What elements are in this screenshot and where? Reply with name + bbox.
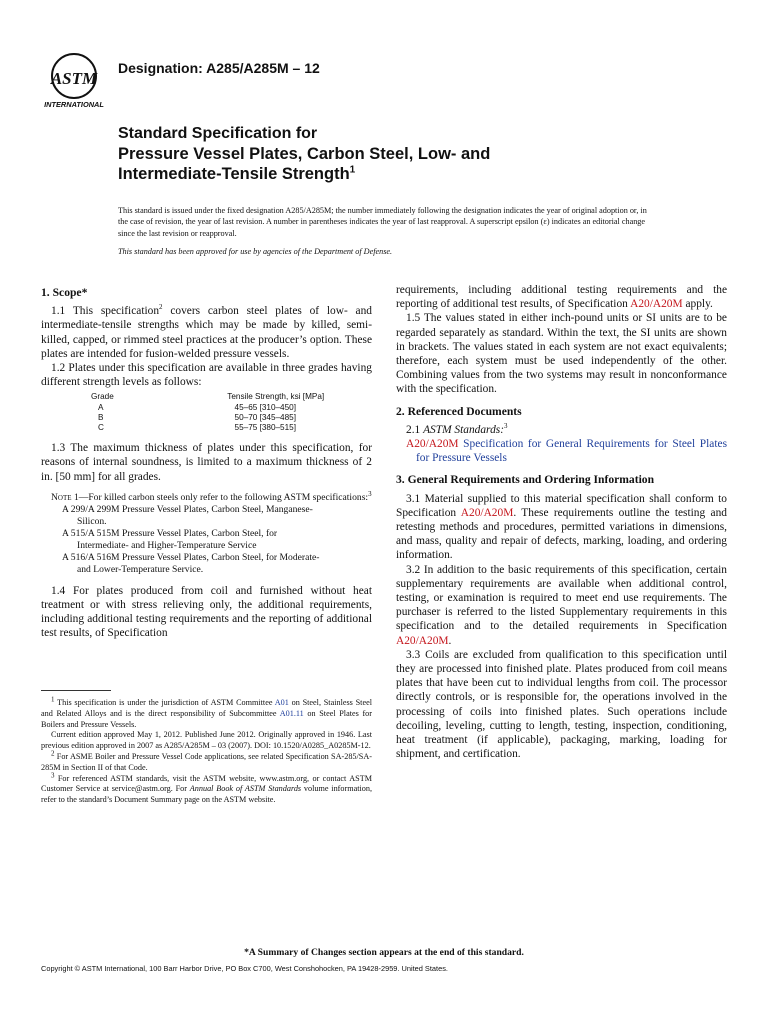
logo-text: ASTM xyxy=(50,69,98,88)
copyright: Copyright © ASTM International, 100 Barr Harbor Drive, PO Box C700, West Conshohocken, PA 19428-2959. United States. xyxy=(41,964,448,973)
footnotes xyxy=(41,695,372,806)
title-line-2: Pressure Vessel Plates, Carbon Steel, Low- and xyxy=(118,145,491,163)
footnote-3: $^3$ For referenced ASTM standards, visit the ASTM website, www.astm.org, or contact ASTM Customer Service at service@astm.org. For Annual Book of ASTM Standards volume information, refer to the standard’s Document Summary page on the ASTM website. xyxy=(41,770,372,805)
note-ref-cont: Silicon. xyxy=(77,515,107,527)
right-column xyxy=(396,283,727,762)
general-3-2: 3.2 In addition to the basic requirements of this specification, certain supplementary requirements are available when additional control, testing, or examination is required to meet end use requirements. The purchaser is referred to the listed Supplementary requirements in this specification and to the detailed requirements in Specification A20/A20M. xyxy=(396,563,727,647)
grade-table-header xyxy=(41,392,372,402)
table-row: C 55–75 [380–515] xyxy=(98,423,296,433)
referenced-2-1: 2.1 ASTM Standards:$^3$ xyxy=(406,422,508,436)
committee-link[interactable]: A01 xyxy=(274,698,289,707)
title-line-1: Standard Specification for xyxy=(118,125,318,142)
grade-header: Grade xyxy=(91,392,114,402)
referenced-heading: 2. Referenced Documents xyxy=(396,404,522,418)
scope-1-5: 1.5 The values stated in either inch-pound units or SI units are to be regarded separately as standard. Within the text, the SI units are shown in brackets. The values stated in each system are not exact equivalents; therefore, each system must be used independently of the other. Combining values from the two systems may result in nonconformance with the specification. xyxy=(396,312,727,396)
scope-1-4-continued: requirements, including additional testing requirements and the reporting of additional test results, of Specification A20/A20M apply. xyxy=(396,284,727,311)
issued-note: This standard is issued under the fixed designation A285/A285M; the number immediately following the designation indicates the year of original adoption or, in the case of revision, the year of last revision. A number in parentheses indicates the year of last reapproval. A superscript epsilon (ε) indicates an editorial change since the last revision or reapproval. xyxy=(118,206,647,238)
note-ref-cont: and Lower-Temperature Service. xyxy=(77,563,204,575)
subcommittee-link[interactable]: A01.11 xyxy=(279,708,304,718)
logo-subtext: INTERNATIONAL xyxy=(44,100,104,109)
referenced-a20[interactable]: A20/A20M Specification for General Requirements for Steel Plates for Pressure Vessels xyxy=(406,438,727,465)
scope-heading: 1. Scope* xyxy=(41,286,88,299)
table-row: B 50–70 [345–485] xyxy=(98,412,296,422)
footnote-1: $^1$ This specification is under the jurisdiction of ASTM Committee A01 on Steel, Stainless Steel and Related Alloys and is the direct responsibility of Subcommittee A01.11 on Steel Plates for Boilers and Pressure Vessels. xyxy=(41,695,372,729)
scope-1-1: 1.1 This specification$^2$ covers carbon steel plates of low- and intermediate-tensile strengths which may be made by killed, semi-killed, capped, or rimmed steel practices at the producer’s option. These plates are intended for fusion-welded pressure vessels. xyxy=(41,303,372,360)
title-line-3: Intermediate-Tensile Strength xyxy=(118,165,350,183)
a20-link[interactable]: A20/A20M xyxy=(396,634,449,647)
strength-header: Tensile Strength, ksi [MPa] xyxy=(227,392,325,402)
footnote-2: $^2$ For ASME Boiler and Pressure Vessel Code applications, see related Specification SA-285/SA-285M in Section II of that Code. xyxy=(41,749,372,772)
footnote-1-edition: Current edition approved May 1, 2012. Published June 2012. Originally approved in 1946. Last previous edition approved in 2007 as A285/A285M – 03 (2007). DOI: 10.1520/A0285_A0285M-12. xyxy=(41,730,372,751)
general-3-3: 3.3 Coils are excluded from qualification to this specification until they are processed into finished plate. Plates produced from coil means plates that have been cut to individual lengths from coil. The processor directly controls, or is responsible for, the operations involved in the processing of coils into finished plates. Such operations include decoiling, leveling, cutting to length, testing, inspection, conditioning, heat treatment (if applicable), packaging, marking, loading for shipment, and certification. xyxy=(396,648,727,761)
approved-note: This standard has been approved for use by agencies of the Department of Defense. xyxy=(118,247,393,256)
a20-link[interactable]: A20/A20M xyxy=(406,438,459,451)
summary-note: *A Summary of Changes section appears at the end of this standard. xyxy=(244,947,524,958)
astm-logo xyxy=(42,50,110,110)
note-1: Note 1—For killed carbon steels only refer to the following ASTM specifications:$^3$ A 299/A 299M Pressure Vessel Plates, Carbon Steel, Manganese- Silicon. A 515/A 515M Pressure Vessel Plates, Carbon Steel, for Intermediate- and Higher-Temperature Service A 516/A 516M Pressure Vessel Plates, Carbon Steel, for Moderate- and Lower-Temperature Service. xyxy=(41,492,372,576)
a20-link[interactable]: A20/A20M xyxy=(460,506,514,519)
note-ref: A 516/A 516M Pressure Vessel Plates, Carbon Steel, for Moderate- xyxy=(62,551,320,563)
footnote-rule xyxy=(41,690,111,691)
document-title xyxy=(118,124,678,184)
scope-1-3: 1.3 The maximum thickness of plates under this specification, for reasons of internal soundness, is limited to a maximum thickness of 2 in. [50 mm] for all grades. xyxy=(41,442,372,483)
note-ref-cont: Intermediate- and Higher-Temperature Service xyxy=(77,539,257,551)
title-footnote-mark: 1 xyxy=(349,164,356,176)
general-heading: 3. General Requirements and Ordering Information xyxy=(396,473,655,487)
a20-link[interactable]: A20/A20M xyxy=(630,298,683,311)
left-column xyxy=(41,286,372,640)
scope-1-4: 1.4 For plates produced from coil and furnished without heat treatment or with stress relieving only, the additional requirements, including additional testing requirements and the reporting of additional test results, of Specification xyxy=(41,584,372,640)
designation: Designation: A285/A285M – 12 xyxy=(118,60,320,76)
note-ref: A 515/A 515M Pressure Vessel Plates, Carbon Steel, for xyxy=(62,527,278,539)
grade-table xyxy=(41,392,372,433)
table-row: A 45–65 [310–450] xyxy=(98,402,296,412)
scope-1-2: 1.2 Plates under this specification are available in three grades having different strength levels as follows: xyxy=(41,362,372,389)
general-3-1: 3.1 Material supplied to this material specification shall conform to Specification A20/A20M. These requirements outline the testing and retesting methods and procedures, permitted variations in dimensions, and mass, quality and repair of defects, marking, loading, and ordering information. xyxy=(396,492,727,562)
note-ref: A 299/A 299M Pressure Vessel Plates, Carbon Steel, Manganese- xyxy=(62,503,313,515)
